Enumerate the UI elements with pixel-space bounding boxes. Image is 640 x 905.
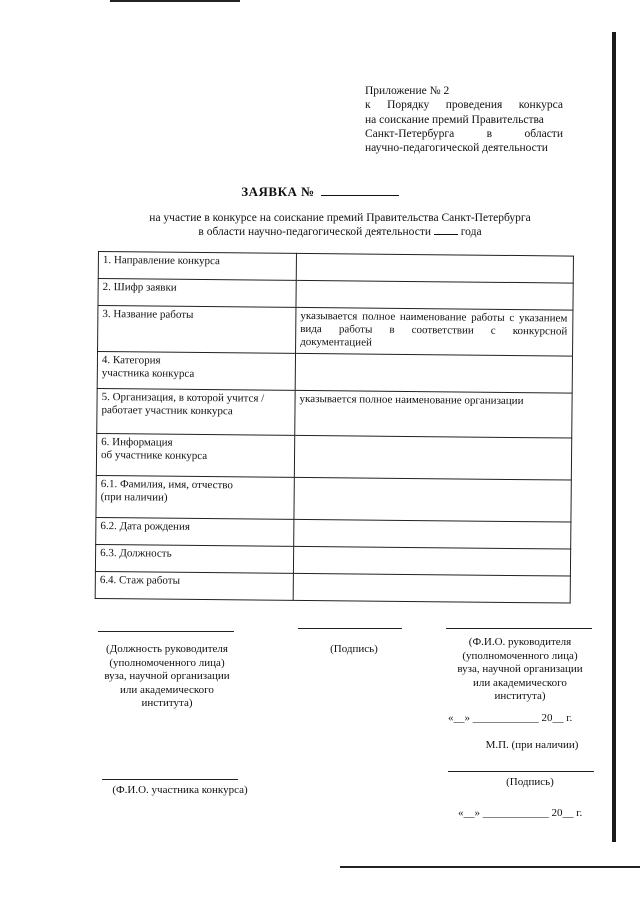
signature-line: [298, 628, 402, 629]
row-label: 6.3. Должность: [95, 544, 293, 573]
table-row: [97, 352, 572, 394]
document-subtitle: [120, 211, 560, 239]
participant-signature-caption: (Подпись): [506, 776, 554, 788]
row-value[interactable]: [296, 280, 573, 310]
scan-edge-right: [612, 32, 616, 842]
row-value[interactable]: [294, 477, 571, 522]
row-label: 5. Организация, в которой учится / работает участник конкурса: [97, 388, 295, 435]
participant-fio-line: [102, 779, 238, 780]
appendix-header: [365, 84, 563, 155]
row-value[interactable]: [293, 573, 570, 603]
row-label: 3. Название работы: [98, 306, 296, 354]
date-field: «__» ____________ 20__ г.: [458, 807, 583, 819]
appendix-line: на соискание премий Правительства: [365, 113, 544, 126]
table-row: [95, 571, 570, 603]
signature-caption: (Подпись): [330, 643, 378, 655]
scan-edge-top: [110, 0, 240, 2]
appendix-line: к Порядку проведения конкурса: [365, 99, 563, 112]
appendix-line: Приложение № 2: [365, 85, 450, 97]
head-position-caption: (Должность руководителя (уполномоченного лица) вуза, научной организации или академического института): [104, 643, 230, 709]
participant-fio-caption: (Ф.И.О. участника конкурса): [112, 784, 248, 796]
row-value[interactable]: [294, 519, 571, 549]
row-value[interactable]: [296, 253, 573, 283]
participant-signature-line: [448, 771, 594, 772]
row-label: 1. Направление конкурса: [98, 252, 296, 281]
row-label: 6. Информация об участнике конкурса: [96, 433, 294, 477]
appendix-line: научно-педагогической деятельности: [365, 142, 548, 155]
title-text: ЗАЯВКА №: [241, 184, 315, 199]
document-title: [180, 184, 460, 200]
row-value[interactable]: [295, 353, 572, 393]
row-value[interactable]: указывается полное наименование организации: [295, 390, 572, 438]
table-row: [98, 306, 573, 357]
row-value[interactable]: [293, 546, 570, 576]
application-number-blank: [321, 185, 399, 196]
row-value[interactable]: указывается полное наименование работы с указанием вида работы в соответствии с конкурсной документацией: [296, 307, 573, 356]
subtitle-text: в области научно-педагогической деятельности: [198, 226, 431, 238]
subtitle-line: на участие в конкурсе на соискание премий Правительства Санкт-Петербурга: [149, 212, 531, 224]
scan-edge-bottom: [340, 866, 640, 868]
stamp-caption: М.П. (при наличии): [485, 739, 579, 751]
table-row: [97, 388, 572, 438]
head-fio-caption: (Ф.И.О. руководителя (уполномоченного лица) вуза, научной организации или академического института): [457, 636, 583, 702]
row-label: 2. Шифр заявки: [98, 279, 296, 308]
year-blank: [434, 225, 458, 235]
application-form-table: [95, 251, 574, 604]
row-label: 6.4. Стаж работы: [95, 571, 293, 600]
table-row: [96, 433, 571, 480]
subtitle-text: года: [460, 226, 482, 238]
head-position-line: [98, 631, 234, 632]
row-label: 6.2. Дата рождения: [96, 517, 294, 546]
appendix-line: Санкт-Петербурга в области: [365, 127, 563, 140]
date-field: «__» ____________ 20__ г.: [448, 712, 573, 724]
row-value[interactable]: [294, 435, 571, 480]
head-fio-line: [446, 628, 592, 629]
table-row: [96, 475, 571, 522]
row-label: 6.1. Фамилия, имя, отчество (при наличии): [96, 475, 294, 519]
row-label: 4. Категория участника конкурса: [97, 352, 295, 391]
subtitle-line-2: [120, 225, 560, 239]
